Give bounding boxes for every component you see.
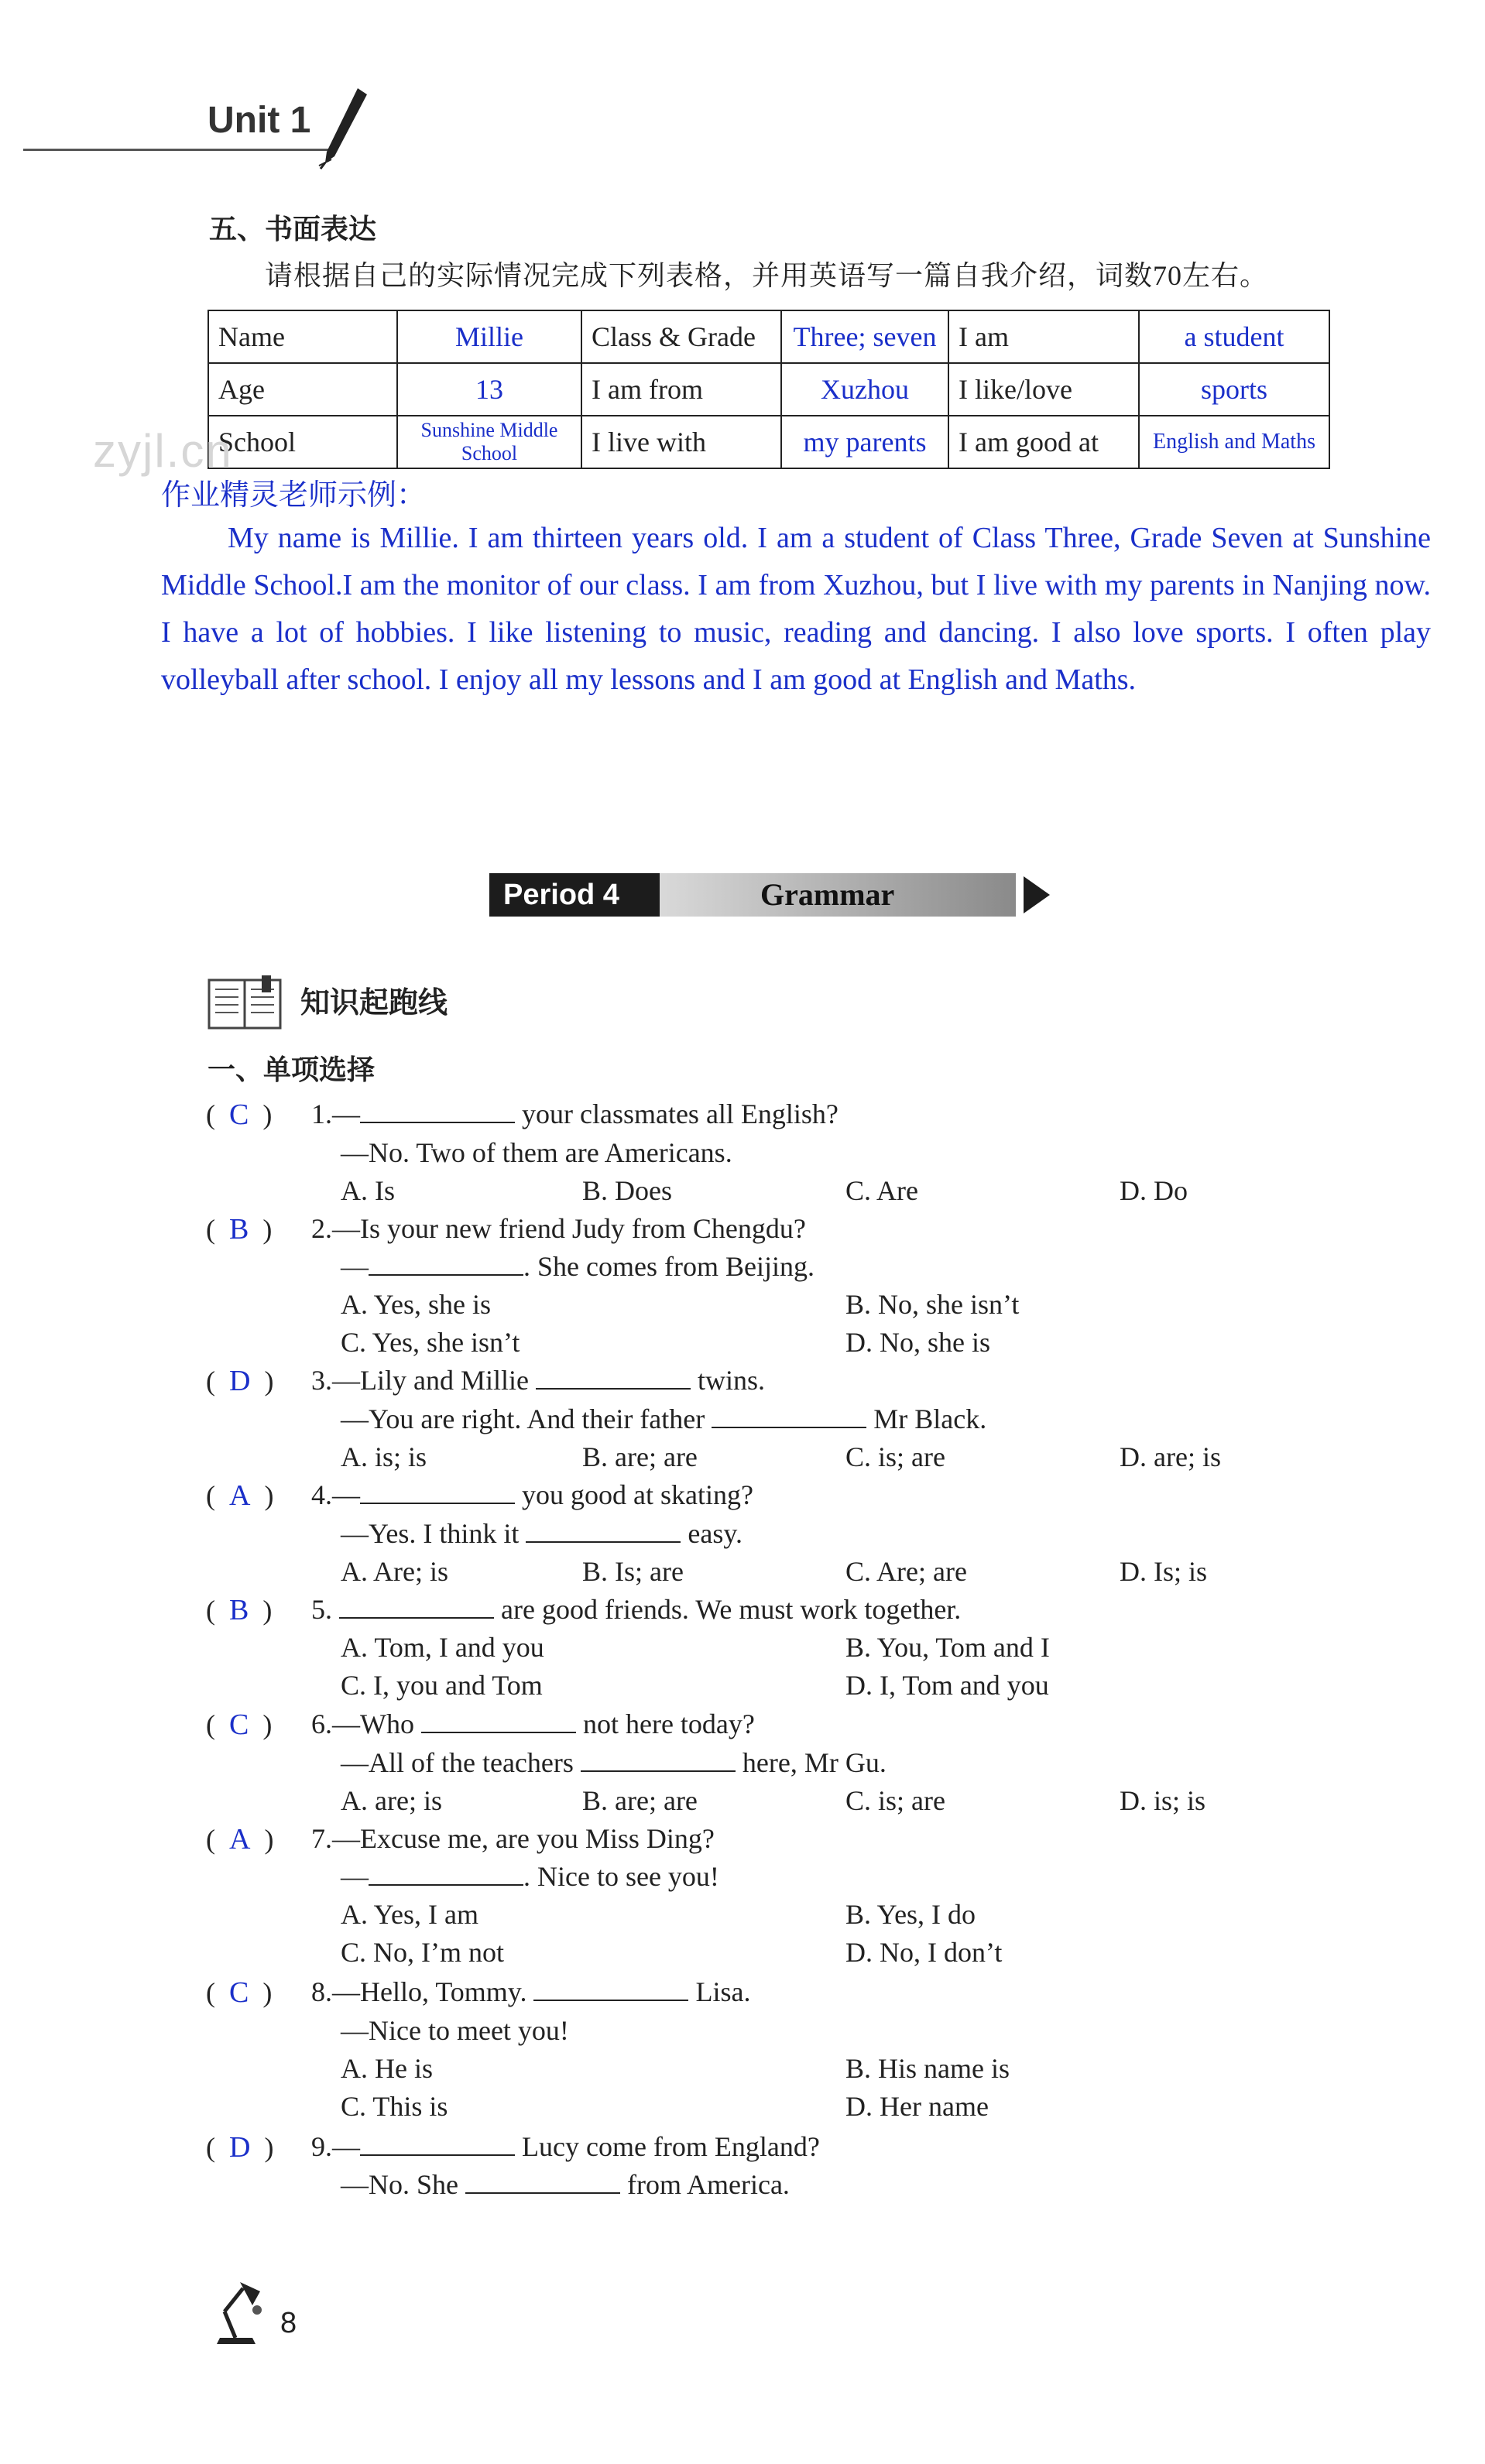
banner-arrow-icon — [1024, 876, 1050, 913]
question-number: 8. — [311, 1976, 332, 2007]
answer-letter: C — [229, 1098, 249, 1131]
answer-paren: ( A ) — [206, 1823, 274, 1856]
blank — [369, 1251, 523, 1276]
stem-text: — — [341, 1251, 369, 1282]
table-answer-cell: my parents — [781, 416, 948, 468]
question-number: 2. — [311, 1213, 332, 1244]
stem-text: . Nice to see you! — [523, 1861, 719, 1892]
answer-letter: C — [229, 1708, 249, 1741]
stem-text: —All of the teachers — [341, 1747, 581, 1778]
stem-text: you good at skating? — [515, 1479, 753, 1510]
answer-paren: ( B ) — [206, 1594, 273, 1626]
blank — [369, 1861, 523, 1886]
blank — [360, 1479, 515, 1504]
question-number: 7. — [311, 1823, 332, 1854]
table-answer-cell: Xuzhou — [781, 363, 948, 416]
option-c: C. is; are — [845, 1441, 945, 1472]
table-answer-cell: English and Maths — [1139, 416, 1329, 468]
option-b: B. His name is — [845, 2053, 1010, 2084]
table-answer-cell: Sunshine Middle School — [397, 416, 581, 468]
answer-letter: A — [229, 1823, 251, 1856]
question-stem — [311, 1098, 839, 1130]
example-text: My name is Millie. I am thirteen years old. I am a student of Class Three, Grade Seven at Sunshine Middle School.I am the monitor of our class. I am from Xuzhou, but I live with my parents in Nanjing now. I have a lot of hobbies. I like listening to music, reading and dancing. I also love sports. I often play volleyball after school. I enjoy all my lessons and I am good at English and Maths. — [161, 522, 1431, 696]
option-d: D. No, I don’t — [845, 1937, 1003, 1968]
table-answer-cell: Three; seven — [781, 310, 948, 363]
stem-text: twins. — [690, 1365, 765, 1396]
table-cell: I like/love — [948, 363, 1139, 416]
stem-text: — — [332, 2131, 360, 2162]
answer-letter: B — [229, 1213, 249, 1246]
question-number: 6. — [311, 1708, 332, 1739]
knowledge-title: 知识起跑线 — [300, 987, 448, 1020]
blank — [533, 1976, 688, 2001]
option-d: D. Do — [1120, 1175, 1188, 1206]
option-a: A. Is — [341, 1175, 395, 1206]
option-d: D. Is; is — [1120, 1556, 1208, 1587]
blank — [465, 2169, 620, 2194]
table-cell: I am from — [581, 363, 781, 416]
stem-text: Lisa. — [688, 1976, 751, 2007]
stem-text: . She comes from Beijing. — [523, 1251, 815, 1282]
option-d: D. Her name — [845, 2091, 989, 2122]
answer-paren: ( D ) — [206, 1365, 274, 1397]
option-a: A. are; is — [341, 1785, 442, 1816]
stem-text: —Who — [332, 1708, 421, 1739]
question-response — [341, 1403, 986, 1435]
period-banner — [489, 873, 1016, 917]
blank — [421, 1708, 576, 1733]
stem-text: —You are right. And their father — [341, 1403, 712, 1434]
option-d: D. are; is — [1120, 1441, 1221, 1472]
table-answer-cell: Millie — [397, 310, 581, 363]
pen-icon — [317, 85, 372, 170]
option-b: B. are; are — [582, 1785, 698, 1816]
header-rule — [23, 149, 333, 151]
table-row — [208, 416, 1329, 468]
stem-text: your classmates all English? — [515, 1098, 839, 1129]
answer-paren: ( C ) — [206, 1976, 273, 2009]
answer-paren: ( A ) — [206, 1479, 274, 1512]
question-number: 4. — [311, 1479, 332, 1510]
option-c: C. This is — [341, 2091, 448, 2122]
table-answer-cell: 13 — [397, 363, 581, 416]
stem-text: — — [332, 1098, 360, 1129]
question-response — [341, 1517, 742, 1550]
blank — [712, 1403, 866, 1428]
blank — [360, 2131, 515, 2156]
stem-text: —Yes. I think it — [341, 1518, 526, 1549]
question-stem — [311, 1479, 753, 1511]
table-answer-cell: sports — [1139, 363, 1329, 416]
option-b: B. You, Tom and I — [845, 1632, 1050, 1663]
stem-text: — — [341, 1861, 369, 1892]
option-a: A. is; is — [341, 1441, 427, 1472]
stem-text: are good friends. We must work together. — [494, 1594, 962, 1625]
stem-text: —Lily and Millie — [332, 1365, 536, 1396]
blank — [360, 1098, 515, 1123]
stem-text: —Is your new friend Judy from Chengdu? — [332, 1213, 806, 1244]
answer-letter: D — [229, 2131, 251, 2164]
answer-paren: ( D ) — [206, 2131, 274, 2164]
table-cell: I am — [948, 310, 1139, 363]
option-b: B. Does — [582, 1175, 672, 1206]
question-number: 1. — [311, 1098, 332, 1129]
lamp-icon — [209, 2277, 279, 2347]
question-response: —Nice to meet you! — [341, 2015, 569, 2046]
question-response — [341, 1250, 815, 1283]
question-number: 3. — [311, 1365, 332, 1396]
question-response: —No. Two of them are Americans. — [341, 1137, 732, 1168]
question-stem — [311, 2130, 820, 2163]
answer-paren: ( C ) — [206, 1098, 273, 1131]
option-b: B. No, she isn’t — [845, 1289, 1020, 1320]
unit-title: Unit 1 — [207, 100, 311, 141]
blank — [339, 1594, 494, 1619]
option-c: C. Yes, she isn’t — [341, 1327, 520, 1358]
stem-text: Mr Black. — [866, 1403, 987, 1434]
option-a: A. Yes, I am — [341, 1899, 479, 1930]
table-cell: I am good at — [948, 416, 1139, 468]
stem-text: —Hello, Tommy. — [332, 1976, 534, 2007]
watermark: zyjl.cn — [93, 425, 233, 477]
option-c: C. Are — [845, 1175, 918, 1206]
option-c: C. is; are — [845, 1785, 945, 1816]
option-a: A. Are; is — [341, 1556, 448, 1587]
question-stem — [311, 1708, 755, 1740]
table-cell: Class & Grade — [581, 310, 781, 363]
question-stem — [311, 1976, 750, 2008]
answer-letter: C — [229, 1976, 249, 2009]
question-response — [341, 2168, 790, 2201]
book-icon — [207, 975, 282, 1031]
blank — [526, 1518, 681, 1543]
table-cell: School — [208, 416, 397, 468]
stem-text: —Excuse me, are you Miss Ding? — [332, 1823, 715, 1854]
stem-text: from America. — [620, 2169, 790, 2200]
blank — [536, 1365, 691, 1390]
answer-paren: ( C ) — [206, 1708, 273, 1741]
answer-letter: D — [229, 1365, 251, 1397]
option-c: C. I, you and Tom — [341, 1670, 543, 1701]
question-response — [341, 1746, 887, 1779]
option-d: D. is; is — [1120, 1785, 1206, 1816]
period-label: Period 4 — [489, 873, 660, 917]
stem-text: not here today? — [575, 1708, 755, 1739]
page-number: 8 — [280, 2307, 297, 2339]
stem-text: easy. — [681, 1518, 743, 1549]
question-stem — [311, 1212, 806, 1245]
stem-text: here, Mr Gu. — [735, 1747, 887, 1778]
table-answer-cell: a student — [1139, 310, 1329, 363]
period-topic: Grammar — [660, 873, 1016, 917]
question-number: 9. — [311, 2131, 332, 2162]
option-b: B. Is; are — [582, 1556, 684, 1587]
table-row — [208, 310, 1329, 363]
option-a: A. Yes, she is — [341, 1289, 492, 1320]
option-a: A. He is — [341, 2053, 433, 2084]
table-cell: Age — [208, 363, 397, 416]
info-table — [207, 310, 1330, 469]
table-cell: I live with — [581, 416, 781, 468]
answer-paren: ( B ) — [206, 1213, 273, 1246]
option-d: D. I, Tom and you — [845, 1670, 1049, 1701]
question-response — [341, 1860, 719, 1893]
example-label: 作业精灵老师示例： — [161, 479, 427, 512]
table-row — [208, 363, 1329, 416]
question-stem — [311, 1593, 961, 1626]
section-1-title: 一、单项选择 — [207, 1054, 376, 1085]
option-c: C. Are; are — [845, 1556, 967, 1587]
section-5-title: 五、书面表达 — [209, 214, 377, 245]
option-b: B. are; are — [582, 1441, 698, 1472]
option-b: B. Yes, I do — [845, 1899, 976, 1930]
stem-text: — — [332, 1479, 360, 1510]
answer-letter: A — [229, 1479, 251, 1512]
answer-letter: B — [229, 1594, 249, 1626]
table-cell: Name — [208, 310, 397, 363]
question-stem — [311, 1364, 765, 1396]
question-number: 5. — [311, 1594, 332, 1625]
question-stem — [311, 1822, 715, 1855]
section-5-instruction: 请根据自己的实际情况完成下列表格，并用英语写一篇自我介绍，词数70左右。 — [265, 260, 1269, 291]
option-a: A. Tom, I and you — [341, 1632, 544, 1663]
option-c: C. No, I’m not — [341, 1937, 504, 1968]
stem-text: —No. She — [341, 2169, 465, 2200]
blank — [581, 1747, 736, 1772]
option-d: D. No, she is — [845, 1327, 990, 1358]
stem-text: Lucy come from England? — [515, 2131, 820, 2162]
